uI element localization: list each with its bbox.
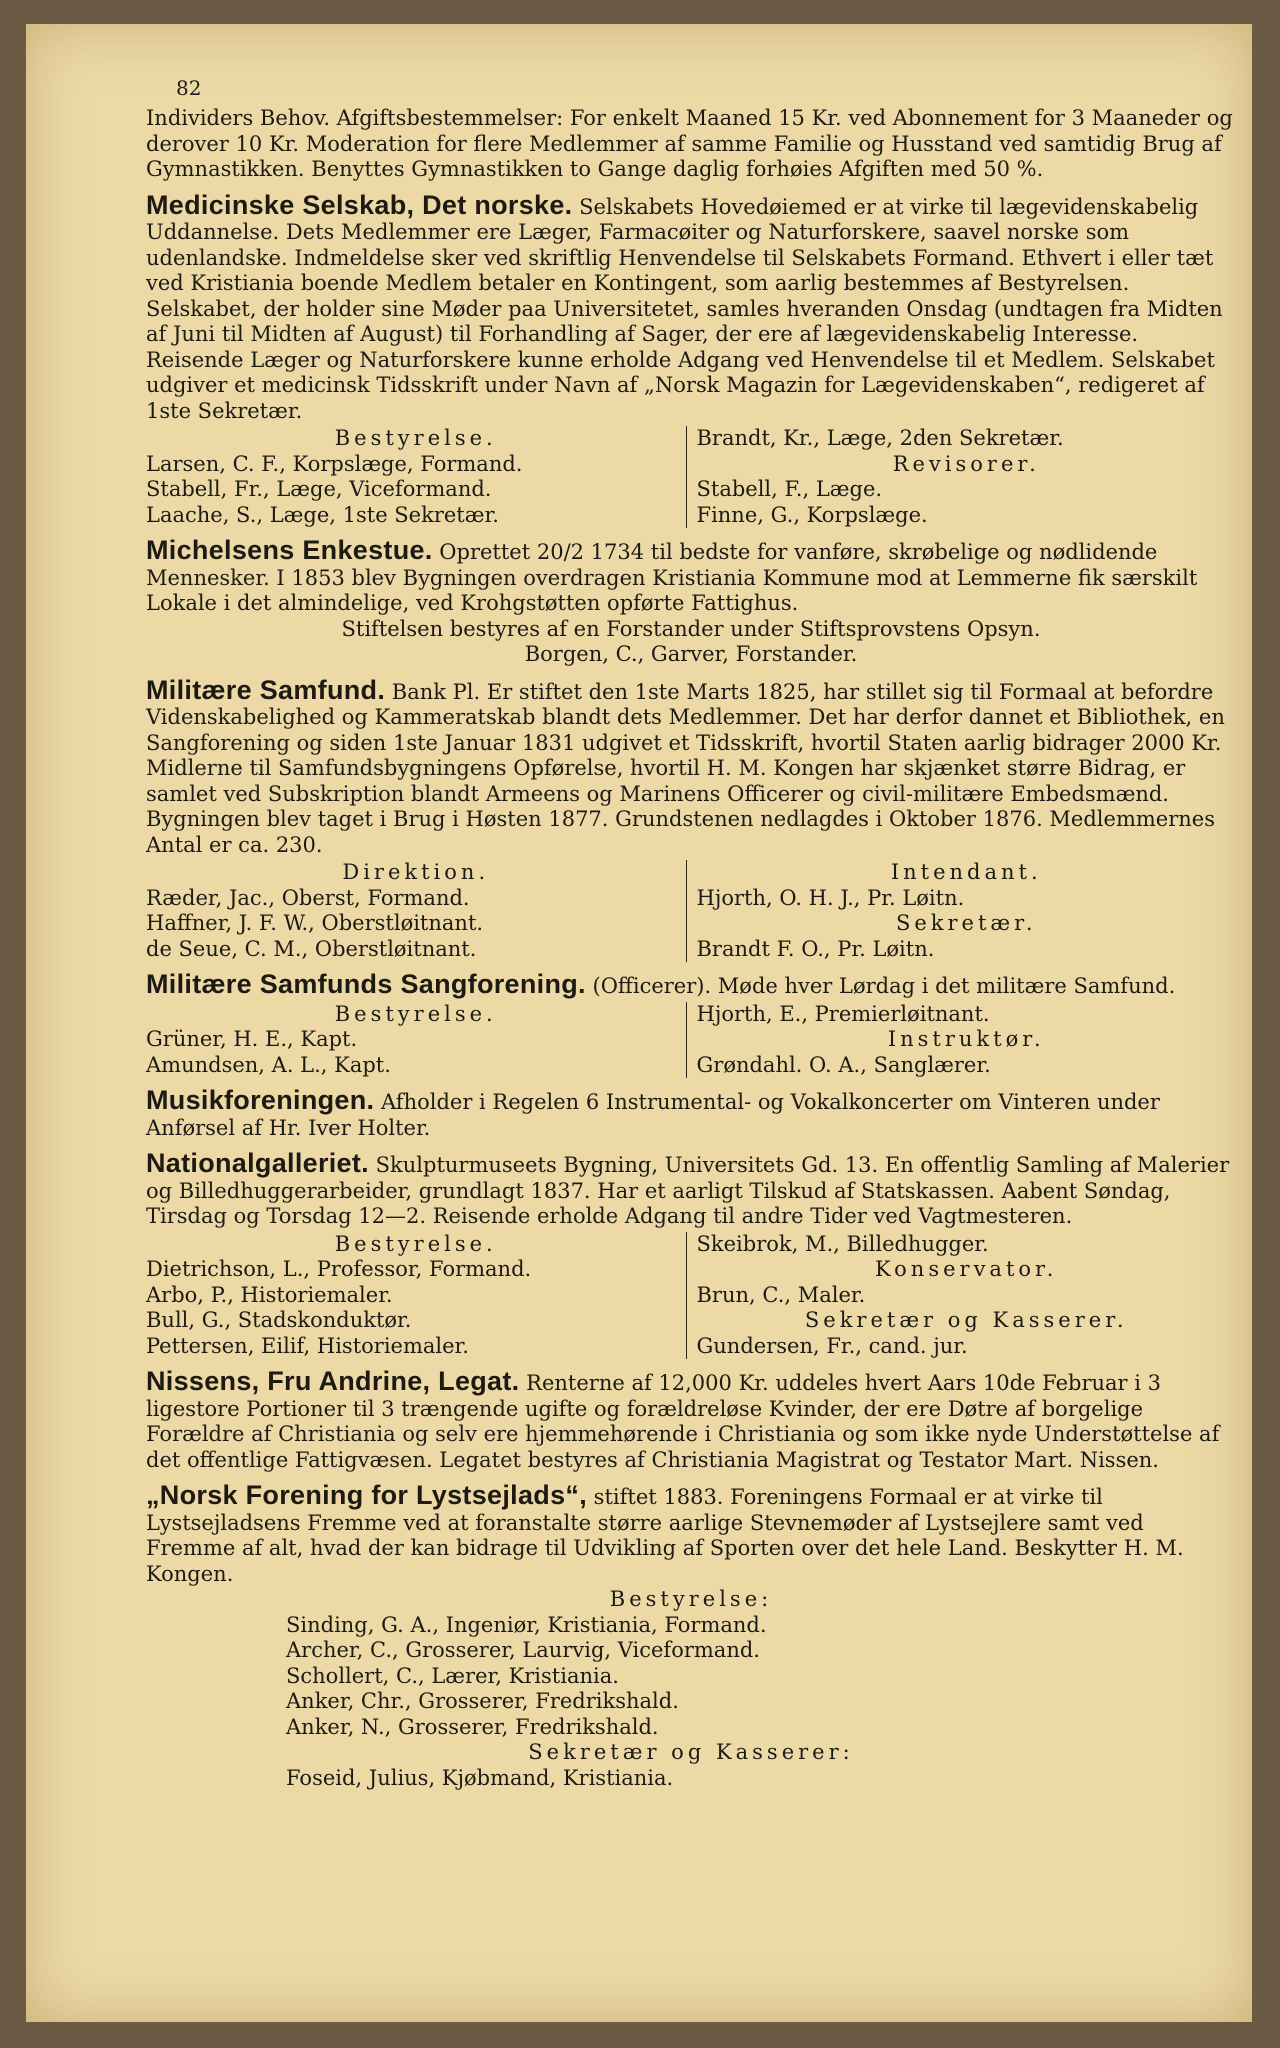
entry-heading: „Norsk Forening for Lystsejlads“,	[146, 1480, 587, 1510]
entry-text: Afholder i Regelen 6 Instrumental- og Vokalkoncerter om Vinteren under Anførsel af Hr. Iver Holter.	[146, 1090, 1160, 1140]
list-item: Larsen, C. F., Korpslæge, Formand.	[146, 451, 523, 476]
member-columns	[146, 426, 1236, 528]
left-column	[146, 426, 686, 528]
entry-militaere-samfunds-sangforening	[146, 969, 1236, 1078]
list-heading: Konservator.	[875, 1257, 1058, 1281]
entry-nationalgalleriet	[146, 1148, 1236, 1359]
list-item: Amundsen, A. L., Kapt.	[146, 1052, 391, 1077]
entry-norsk-forening-lystsejlads	[146, 1480, 1236, 1791]
centered-note: Stiftelsen bestyres af en Forstander under Stiftsprovstens Opsyn.	[341, 616, 1041, 641]
list-heading: Bestyrelse.	[334, 1231, 497, 1256]
member-columns	[146, 860, 1236, 962]
entry-heading: Medicinske Selskab, Det norske.	[146, 189, 573, 220]
list-item: Haffner, J. F. W., Oberstløitnant.	[146, 911, 484, 935]
list-item: Dietrichson, L., Professor, Formand.	[146, 1257, 532, 1281]
list-item: Laache, S., Læge, 1ste Sekretær.	[146, 502, 499, 527]
list-item: Pettersen, Eilif, Historiemaler.	[146, 1333, 469, 1358]
entry-text: Renterne af 12,000 Kr. uddeles hvert Aars 10de Februar i 3 ligestore Portioner til 3 trængende ugifte og forældreløse Kvinder, der ere Døtre af borgelige Forældre af Christiania og selv ere hjemmehørende i Christiania og som ikke nyde Understøttelse af det offentlige Fattigvæsen. Legatet bestyres af Christiania Magistrat og Testator Mart. Nissen.	[146, 1371, 1220, 1472]
entry-nissens-legat	[146, 1366, 1236, 1473]
list-item: Foseid, Julius, Kjøbmand, Kristiania.	[286, 1765, 674, 1790]
entry-heading: Nationalgalleriet.	[146, 1148, 369, 1178]
list-heading: Bestyrelse.	[334, 1001, 497, 1026]
right-column	[686, 426, 1237, 528]
list-item: Skeibrok, M., Billedhugger.	[696, 1231, 989, 1256]
entry-michelsens-enkestue	[146, 535, 1236, 668]
list-heading: Sekretær og Kasserer:	[528, 1740, 854, 1764]
list-item: Grøndahl. O. A., Sanglærer.	[696, 1052, 991, 1077]
list-heading: Instruktør.	[887, 1027, 1045, 1051]
list-item: Ræder, Jac., Oberst, Formand.	[146, 885, 470, 910]
list-heading: Direktion.	[342, 860, 490, 884]
list-heading: Sekretær og Kasserer.	[804, 1308, 1128, 1332]
list-heading: Sekretær.	[895, 911, 1037, 935]
entry-medicinske-selskab	[146, 189, 1236, 529]
entry-text: Oprettet 20/2 1734 til bedste for vanføre, skrøbelige og nødlidende Mennesker. I 1853 blev Bygningen overdragen Kristiania Kommune mod at Lemmerne fik særskilt Lokale i det almindelige, ved Krohgstøtten opførte Fattighus.	[146, 540, 1198, 615]
document-page	[26, 24, 1252, 2022]
member-columns	[146, 1232, 1236, 1360]
entry-heading: Nissens, Fru Andrine, Legat.	[146, 1366, 520, 1396]
left-column	[146, 1232, 686, 1360]
list-item: Grüner, H. E., Kapt.	[146, 1027, 358, 1051]
list-heading: Bestyrelse.	[334, 426, 497, 450]
right-column	[686, 1232, 1237, 1360]
list-item: Anker, N., Grosserer, Fredrikshald.	[286, 1714, 659, 1739]
entry-text: stiftet 1883. Foreningens Formaal er at virke til Lystsejladsens Fremme ved at foranstalte større aarlige Stevnemøder af Lystsejlere samt ved Fremme af alt, hvad der kan bidrage til Udvikling af Sporten over det hele Land. Beskytter H. M. Kongen.	[146, 1485, 1184, 1586]
left-column	[146, 860, 686, 962]
left-column	[146, 1002, 686, 1079]
list-item: Brun, C., Maler.	[696, 1282, 866, 1307]
list-item: Gundersen, Fr., cand. jur.	[696, 1333, 968, 1358]
entry-musikforeningen	[146, 1085, 1236, 1141]
entry-heading: Michelsens Enkestue.	[146, 535, 433, 565]
entry-text: Selskabets Hovedøiemed er at virke til lægevidenskabelig Uddannelse. Dets Medlemmer ere Læger, Farmacøiter og Naturforskere, saavel norske som udenlandske. Indmeldelse sker ved skriftlig Henvendelse til Selskabets Formand. Ethvert i eller tæt ved Kristiania boende Medlem betaler en Kontingent, som aarlig bestemmes af Bestyrelsen. Selskabet, der holder sine Møder paa Universitetet, samles hveranden Onsdag (undtagen fra Midten af Juni til Midten af August) til Forhandling af Sager, der ere af lægevidenskabelig Interesse. Reisende Læger og Naturforskere kunne erholde Adgang ved Henvendelse til et Medlem. Selskabet udgiver et medicinsk Tidsskrift under Navn af „Norsk Magazin for Lægevidenskaben“, redigeret af 1ste Sekretær.	[146, 194, 1223, 423]
list-heading: Bestyrelse:	[609, 1587, 773, 1611]
entry-text: Skulpturmuseets Bygning, Universitets Gd. 13. En offentlig Samling af Malerier og Billedhuggerarbeider, grundlagt 1837. Har et aarligt Tilskud af Statskassen. Aabent Søndag, Tirsdag og Torsdag 12—2. Reisende erholde Adgang til andre Tider ved Vagtmesteren.	[146, 1153, 1230, 1228]
list-item: Anker, Chr., Grosserer, Fredrikshald.	[286, 1689, 679, 1713]
list-item: Bull, G., Stadskonduktør.	[146, 1308, 412, 1332]
list-item: Stabell, F., Læge.	[696, 477, 883, 501]
intro-paragraph: Individers Behov. Afgiftsbestemmelser: For enkelt Maaned 15 Kr. ved Abonnement for 3 Maaneder og derover 10 Kr. Moderation for flere Medlemmer af samme Familie og Husstand ved samtidig Brug af Gymnastikken. Benyttes Gymnastikken to Gange daglig forhøies Afgiften med 50 %.	[146, 106, 1233, 181]
list-item: Brandt, Kr., Læge, 2den Sekretær.	[696, 426, 1064, 450]
list-item: Finne, G., Korpslæge.	[696, 502, 928, 527]
list-item: Hjorth, O. H. J., Pr. Løitn.	[696, 885, 965, 910]
list-item: Stabell, Fr., Læge, Viceformand.	[146, 477, 492, 501]
list-item: de Seue, C. M., Oberstløitnant.	[146, 936, 477, 961]
entry-militaere-samfund	[146, 674, 1236, 963]
entry-text: (Officerer). Møde hver Lørdag i det militære Samfund.	[585, 974, 1176, 998]
right-column	[686, 860, 1237, 962]
entry-text: Bank Pl. Er stiftet den 1ste Marts 1825, har stillet sig til Formaal at befordre Videnskabelighed og Kammeratskab blandt dets Medlemmer. Det har derfor dannet et Bibliothek, en Sangforening og siden 1ste Januar 1831 udgivet et Tidsskrift, hvortil Staten aarlig bidrager 2000 Kr. Midlerne til Samfundsbygningens Opførelse, hvortil H. M. Kongen har skjænket større Bidrag, er samlet ved Subskription blandt Armeens og Marinens Officerer og civil-militære Embedsmænd. Bygningen blev taget i Brug i Høsten 1877. Grundstenen nedlagdes i Oktober 1876. Medlemmernes Antal er ca. 230.	[146, 679, 1225, 857]
centered-note: Borgen, C., Garver, Forstander.	[524, 642, 858, 666]
list-item: Sinding, G. A., Ingeniør, Kristiania, Formand.	[286, 1612, 767, 1637]
entry-heading: Militære Samfund.	[146, 674, 386, 705]
list-item: Archer, C., Grosserer, Laurvig, Viceformand.	[286, 1638, 760, 1662]
list-item: Brandt F. O., Pr. Løitn.	[696, 936, 935, 961]
right-column	[686, 1002, 1237, 1079]
page-number: 82	[176, 76, 202, 100]
list-item: Arbo, P., Historiemaler.	[146, 1282, 393, 1307]
list-heading: Revisorer.	[892, 451, 1040, 476]
list-item: Schollert, C., Lærer, Kristiania.	[286, 1663, 619, 1688]
list-item: Hjorth, E., Premierløitnant.	[696, 1001, 990, 1026]
entry-heading: Militære Samfunds Sangforening.	[146, 969, 586, 999]
member-columns	[146, 1002, 1236, 1079]
list-heading: Intendant.	[890, 860, 1042, 884]
entry-heading: Musikforeningen.	[146, 1085, 375, 1115]
page-content	[146, 76, 1236, 1791]
board-list	[146, 1613, 1236, 1741]
